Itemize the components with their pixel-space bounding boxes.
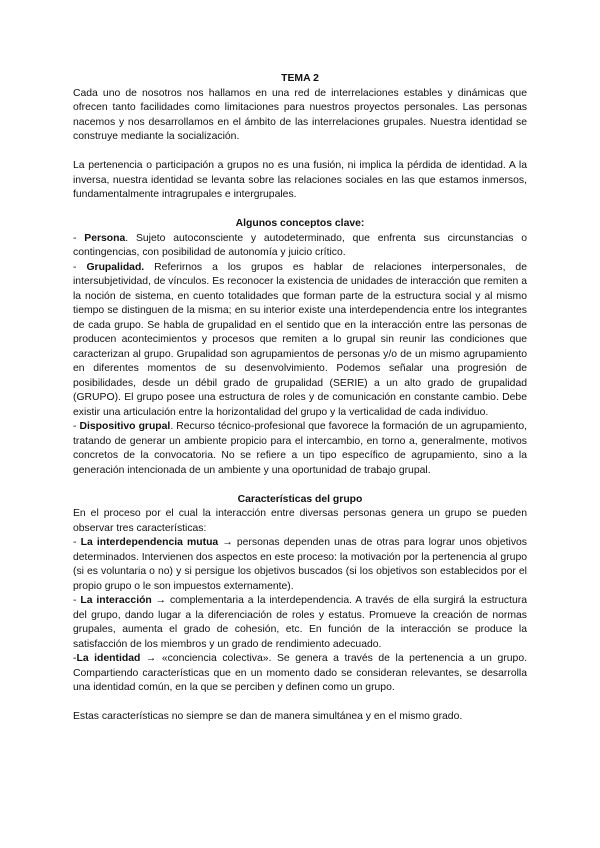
characteristic-term: La identidad xyxy=(76,653,141,664)
concept-persona: - Persona. Sujeto autoconsciente y autodeterminado, que enfrenta sus circunstancias o contingencias, con posibilidad de autonomía y juicio crítico. xyxy=(73,232,527,258)
intro-paragraph-2: La pertenencia o participación a grupos no es una fusión, ni implica la pérdida de identidad. A la inversa, nuestra identidad se levanta sobre las relaciones sociales en las que estamos inmersos, fundamentalmente intragrupales e intergrupales. xyxy=(73,160,527,200)
characteristic-interdependencia: - La interdependencia mutua → personas dependen unas de otras para lograr unos objetivos determinados. Intervienen dos aspectos en este proceso: la motivación por la pertenencia al grupo (si es voluntaria o no) y si persigue los objetivos buscados (si los objetivos son establecidos por el propio grupo o le son impuestos externamente). xyxy=(73,537,527,592)
characteristic-term: La interdependencia mutua xyxy=(80,537,219,548)
intro-paragraph-1: Cada uno de nosotros nos hallamos en una red de interrelaciones estables y dinámicas que ofrecen tanto facilidades como limitaciones para nuestros proyectos personales. Las personas nacemos y nos desarrollamos en el ámbito de las interrelaciones grupales. Nuestra identidad se construye mediante la socialización. xyxy=(73,87,527,142)
characteristics-heading: Características del grupo xyxy=(237,493,363,505)
concepts-heading: Algunos conceptos clave: xyxy=(235,218,365,229)
concept-term: Dispositivo grupal xyxy=(79,421,171,432)
concept-term: Persona xyxy=(84,232,126,244)
characteristics-intro: En el proceso por el cual la interacción entre diversas personas genera un grupo se pueden observar tres características: xyxy=(73,508,527,534)
characteristic-interaccion: - La interacción → complementaria a la interdependencia. A través de ella surgirá la estructura del grupo, dando lugar a la diferenciación de roles y estatus. Promueve la creación de normas grupales, aumenta el grado de cohesión, etc. En función de la interacción se produce la satisfacción de los miembros y un grado de rendimiento adecuado. xyxy=(73,595,527,650)
characteristic-identidad: -La identidad → «conciencia colectiva». Se genera a través de la pertenencia a un grupo. Compartiendo características que en un momento dado se consideran relevantes, se desarrolla una identidad común, en la que se perciben y definen como un grupo. xyxy=(73,653,527,693)
concept-grupalidad: - Grupalidad. Referirnos a los grupos es hablar de relaciones interpersonales, de intersubjetividad, de vínculos. Es reconocer la existencia de unidades de interacción que remiten a la noción de sistema, en cuento totalidades que forman parte de la estructura social y al mismo tiempo se distinguen de la misma; en su interior existe una interdependencia entre los integrantes de cada grupo. Se habla de grupalidad en el sentido que en la interacción entre las personas de producen acontecimientos y procesos que remiten a lo grupal sin reunir las condiciones que caracterizan al grupo. Grupalidad son agrupamientos de personas y/o de un mismo agrupamiento en diferentes momentos de su desenvolvimiento. Podemos señalar una progresión de posibilidades, desde un débil grado de grupalidad (SERIE) a un alto grado de grupalidad (GRUPO). El grupo posee una estructura de roles y de comunicación en constante cambio. Debe existir una articulación entre la horizontalidad del grupo y la verticalidad de cada individuo. xyxy=(73,261,527,418)
concept-dispositivo-grupal: - Dispositivo grupal. Recurso técnico-profesional que favorece la formación de un agrupamiento, tratando de generar un ambiente propicio para el intercambio, en torno a, generalmente, motivos concretos de la convocatoria. No se refiere a un tipo específico de agrupamiento, sino a la generación intencionada de un ambiente y una oportunidad de trabajo grupal. xyxy=(73,421,528,476)
characteristics-closing: Estas características no siempre se dan de manera simultánea y en el mismo grado. xyxy=(73,711,463,722)
characteristic-term: La interacción xyxy=(80,595,152,606)
document-page xyxy=(73,72,527,725)
page-title: TEMA 2 xyxy=(281,73,319,84)
concept-term: Grupalidad. xyxy=(86,261,145,273)
